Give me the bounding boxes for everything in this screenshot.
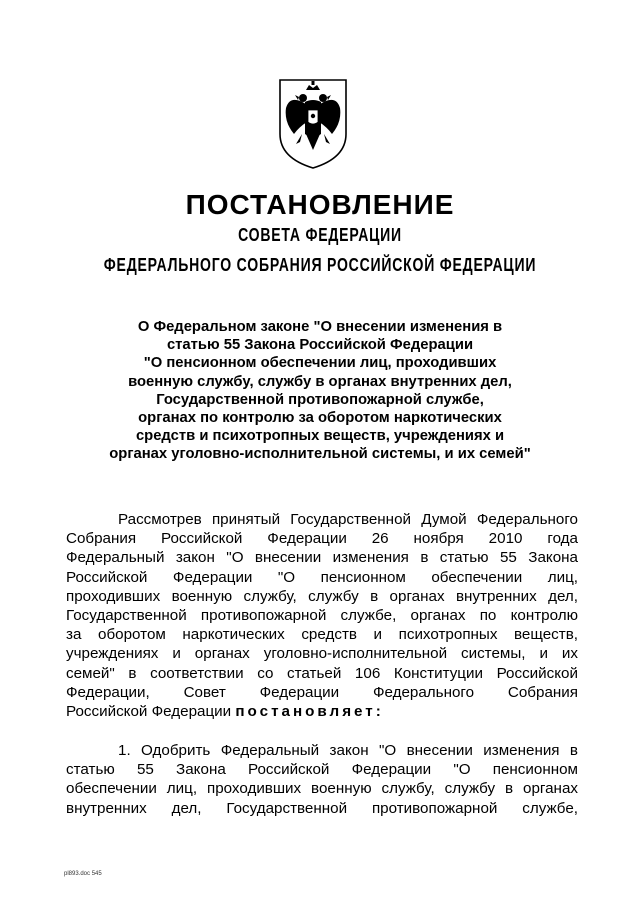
subject-line: средств и психотропных веществ, учреждениях и [135, 428, 505, 445]
paragraph-line: 1. Одобрить Федеральный закон "О внесении изменения в [118, 742, 578, 759]
paragraph-line: статью 55 Закона Российской Федерации "О пенсионном [66, 761, 578, 779]
paragraph-line: Государственной противопожарной службе, органах по контролю [66, 607, 578, 625]
document-subtitle-line2: ФЕДЕРАЛЬНОГО СОБРАНИЯ РОССИЙСКОЙ ФЕДЕРАЦИИ [103, 255, 537, 275]
subject-line: органах по контролю за оборотом наркотических [138, 410, 502, 427]
preamble-paragraph [66, 510, 578, 721]
subject-line: О Федеральном законе "О внесении изменения в [137, 319, 503, 335]
subject-line: органах уголовно-исполнительной системы, и их семей" [109, 446, 531, 463]
paragraph-line: учреждениях и органах уголовно-исполнительной системы, и их [66, 645, 578, 663]
subject-line: "О пенсионном обеспечении лиц, проходивших [143, 355, 497, 372]
paragraph-line: семей" в соответствии со статьей 106 Конституции Российской [66, 664, 578, 682]
paragraph-line: Федерации, Совет Федерации Федерального Собрания [66, 683, 578, 701]
paragraph-line: внутренних дел, Государственной противопожарной службе, [66, 799, 578, 817]
resolution-keyword: постановляет: [235, 703, 384, 721]
document-subtitle-line1: СОВЕТА ФЕДЕРАЦИИ [238, 225, 402, 245]
document-title: ПОСТАНОВЛЕНИЕ [185, 189, 455, 220]
subject-line: военную службу, службу в органах внутренних дел, [128, 373, 512, 390]
paragraph-line: обеспечении лиц, проходивших военную службу, службу в органах [66, 780, 578, 798]
document-subject [100, 318, 540, 464]
paragraph-line: Собрания Российской Федерации 26 ноября 2010 года [66, 530, 578, 548]
paragraph-line: проходивших военную службу, службу в органах внутренних дел, [66, 587, 578, 605]
final-line-prefix: Российской Федерации [66, 703, 236, 721]
paragraph-final-line [66, 702, 578, 721]
coat-of-arms-emblem [276, 76, 350, 170]
document-footer-code: pl893.doc 545 [64, 871, 102, 877]
paragraph-line: за оборотом наркотических средств и психотропных веществ, [66, 626, 578, 644]
subject-line: статью 55 Закона Российской Федерации [166, 337, 474, 354]
subject-line: Государственной противопожарной службе, [156, 391, 484, 408]
paragraph-line: Федеральный закон "О внесении изменения в статью 55 Закона [66, 549, 578, 567]
paragraph-line: Рассмотрев принятый Государственной Думой Федерального [118, 511, 578, 528]
resolution-item-1 [66, 741, 578, 818]
paragraph-line: Российской Федерации "О пенсионном обеспечении лиц, [66, 568, 578, 586]
